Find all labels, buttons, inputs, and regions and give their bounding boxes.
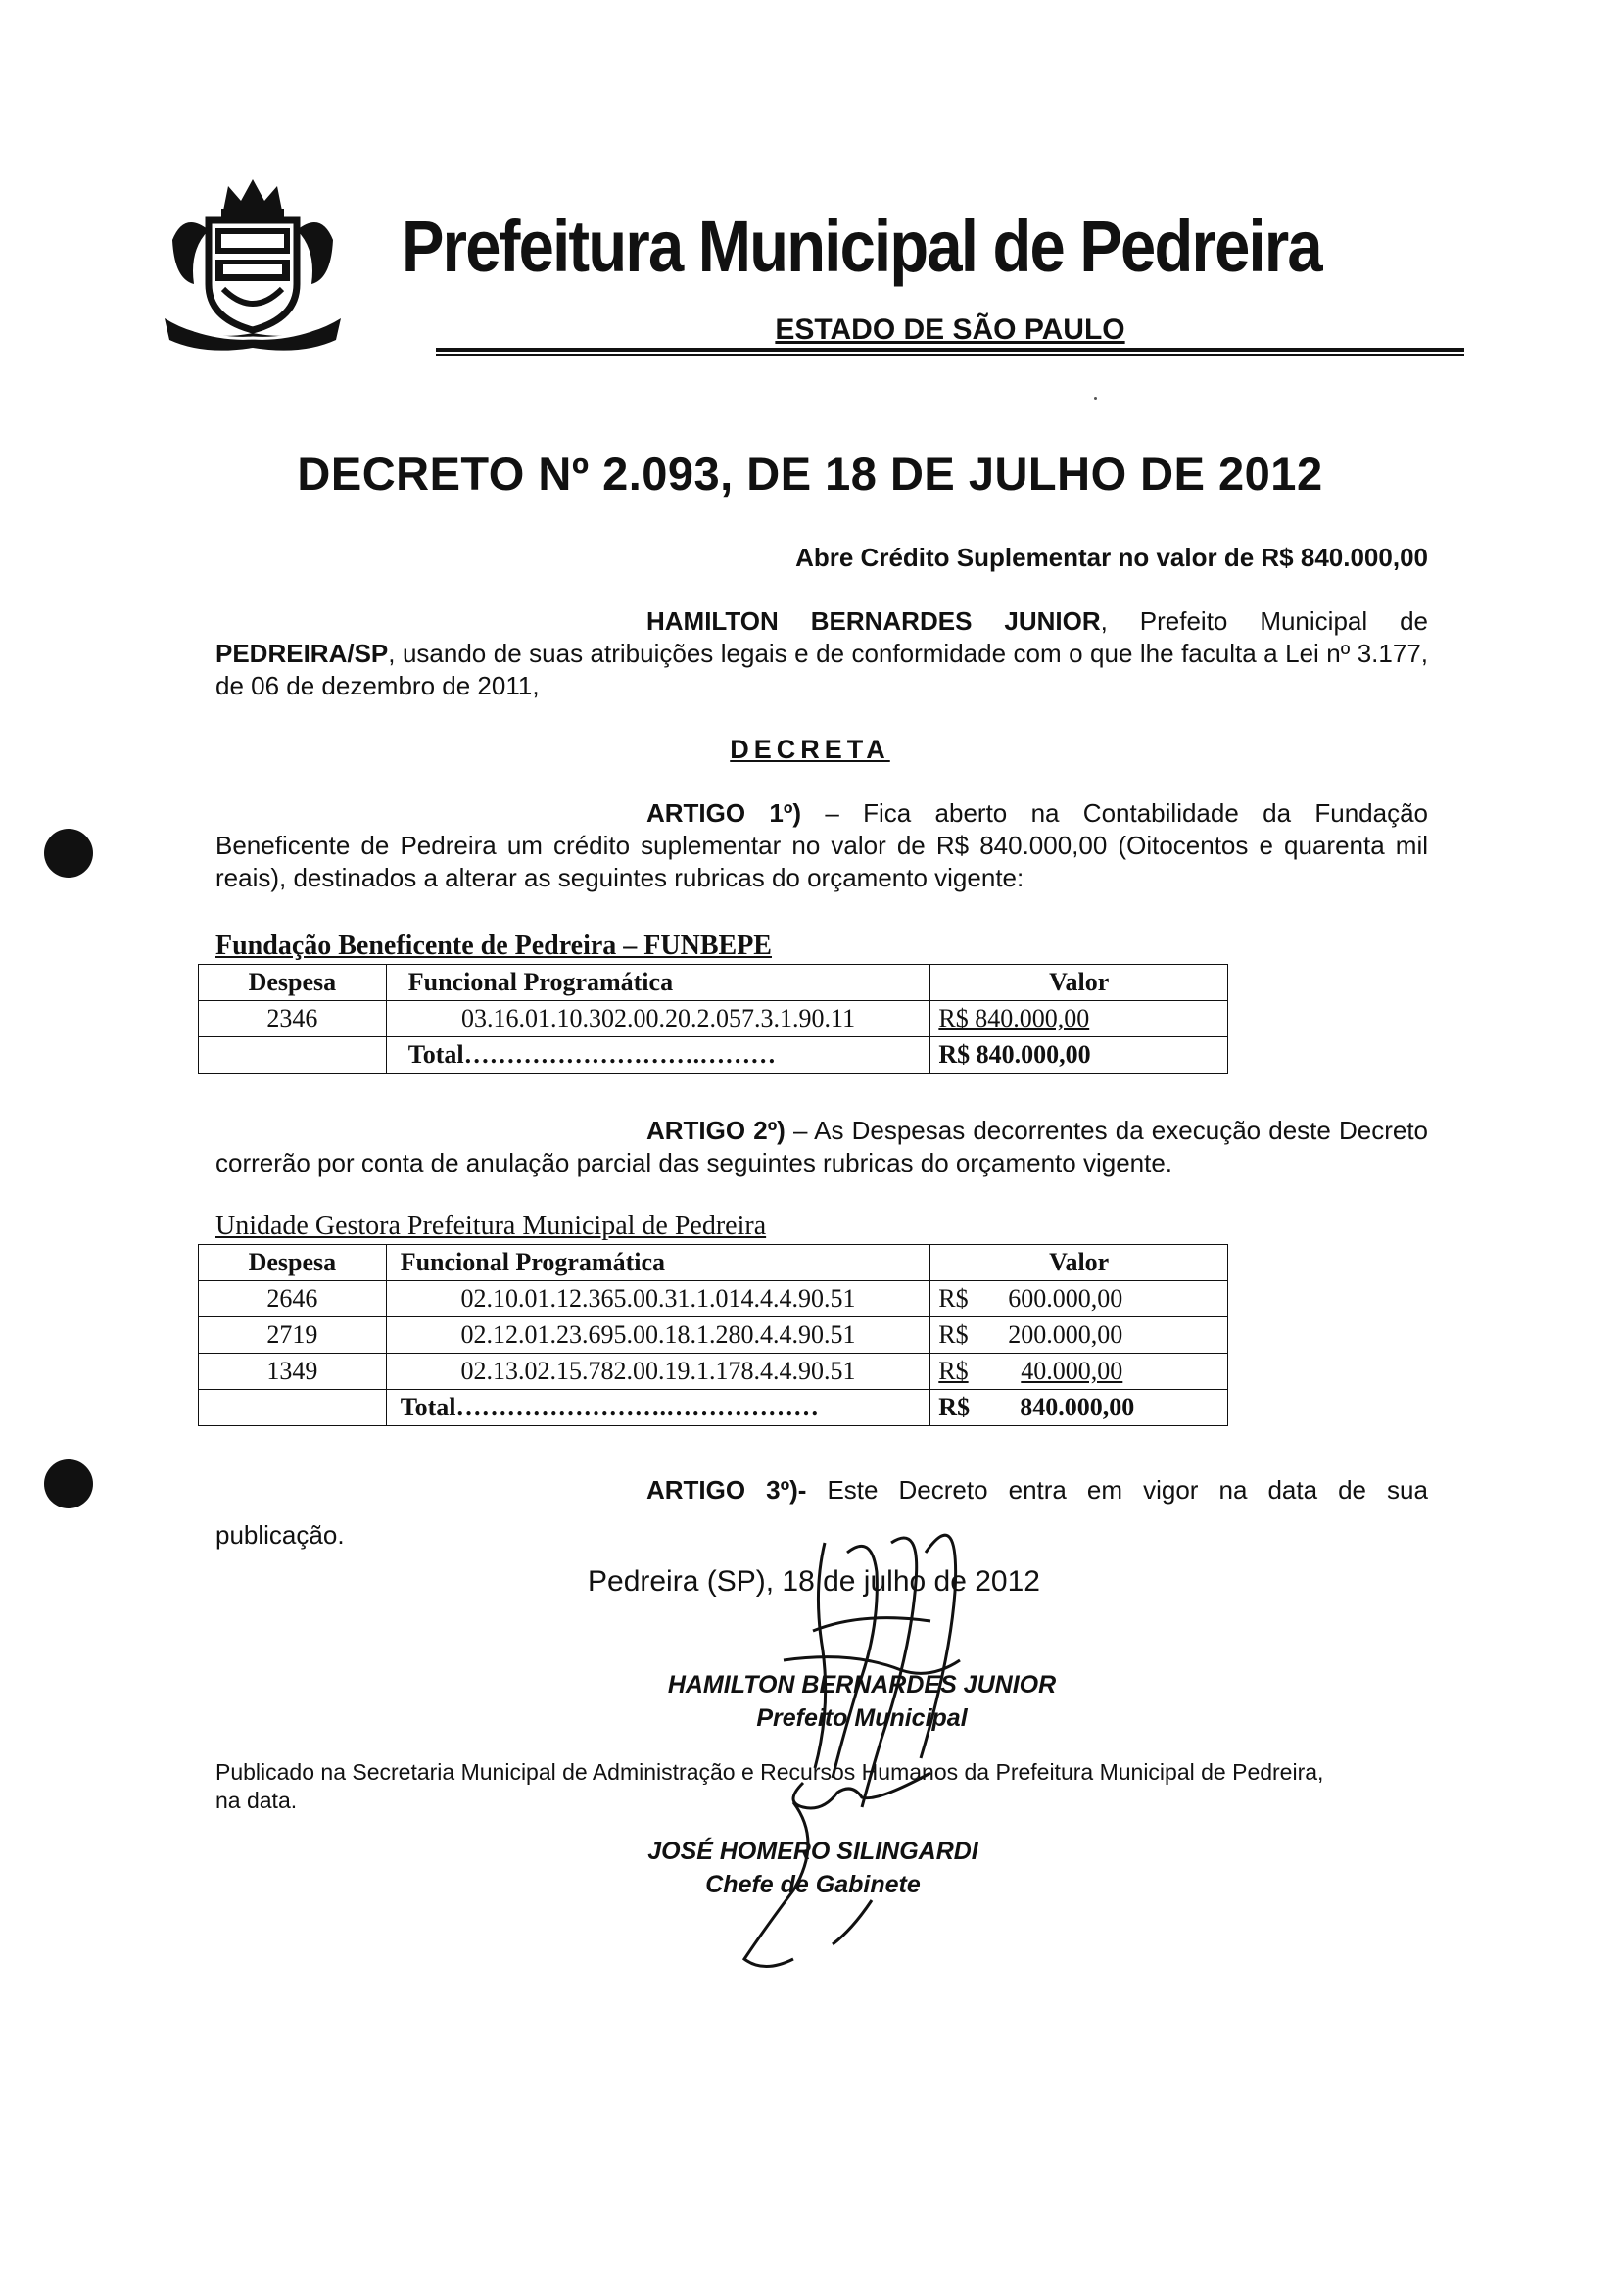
despesa-cell: 2719 <box>199 1317 387 1354</box>
article-3-label: ARTIGO 3º)- <box>646 1475 807 1505</box>
valor-amount: R$ 840.000,00 <box>938 1004 1090 1032</box>
header-valor: Valor <box>930 1245 1228 1281</box>
despesa-cell: 1349 <box>199 1354 387 1390</box>
signature-chief-of-staff <box>676 1763 940 1979</box>
valor-currency: R$ <box>938 1357 969 1385</box>
table-1 <box>198 964 1228 1074</box>
total-amount: 840.000,00 <box>1020 1393 1135 1421</box>
table-row <box>199 1317 1228 1354</box>
table-row <box>199 1354 1228 1390</box>
decreta-heading: DECRETA <box>730 735 890 764</box>
valor-currency: R$ <box>938 1284 969 1313</box>
header-funcional: Funcional Programática <box>386 965 930 1001</box>
empty-cell <box>199 1037 387 1074</box>
decree-summary: Abre Crédito Suplementar no valor de R$ 840.000,00 <box>795 543 1428 572</box>
total-value: R$ 840.000,00 <box>930 1037 1228 1074</box>
empty-cell <box>199 1390 387 1426</box>
header-rule-thin <box>436 354 1464 356</box>
total-value-cell <box>930 1390 1228 1426</box>
city-name: PEDREIRA/SP <box>215 639 389 668</box>
table-2 <box>198 1244 1228 1426</box>
signer-2-name: JOSÉ HOMERO SILINGARDI <box>647 1838 978 1865</box>
table-row <box>199 1001 1228 1037</box>
preamble-paragraph <box>215 605 1428 702</box>
mayor-name: HAMILTON BERNARDES JUNIOR <box>646 606 1101 636</box>
signer-2-title: Chefe de Gabinete <box>705 1871 921 1898</box>
table-1-caption: Fundação Beneficente de Pedreira – FUNBEPE <box>215 931 772 961</box>
article-2-text: – As Despesas decorrentes da execução deste Decreto correrão por conta de anulação parcial das seguintes rubricas do orçamento vigente. <box>215 1116 1429 1177</box>
valor-cell <box>930 1281 1228 1317</box>
total-label: Total……………………….……… <box>386 1037 930 1074</box>
table-row <box>199 1281 1228 1317</box>
article-1 <box>215 797 1428 894</box>
funcional-cell: 03.16.01.10.302.00.20.2.057.3.1.90.11 <box>386 1001 930 1037</box>
scan-speck <box>1094 397 1097 400</box>
despesa-cell: 2346 <box>199 1001 387 1037</box>
preamble-text-1: , Prefeito Municipal de <box>1100 606 1429 636</box>
valor-cell <box>930 1317 1228 1354</box>
valor-cell <box>930 1354 1228 1390</box>
table-total-row <box>199 1390 1228 1426</box>
coat-of-arms-icon <box>155 171 351 358</box>
funcional-cell: 02.12.01.23.695.00.18.1.280.4.4.90.51 <box>386 1317 930 1354</box>
header-despesa: Despesa <box>199 1245 387 1281</box>
signer-1-name: HAMILTON BERNARDES JUNIOR <box>667 1671 1057 1698</box>
valor-amount: 40.000,00 <box>1021 1357 1123 1385</box>
decree-title: DECRETO Nº 2.093, DE 18 DE JULHO DE 2012 <box>297 448 1323 500</box>
valor-amount: 200.000,00 <box>1008 1320 1123 1349</box>
header-valor: Valor <box>930 965 1228 1001</box>
signer-1-title: Prefeito Municipal <box>756 1704 968 1732</box>
article-2 <box>215 1115 1428 1179</box>
total-label: Total…………………….……………… <box>386 1390 930 1426</box>
punch-hole-mark <box>44 1459 93 1508</box>
article-1-text: – Fica aberto na Contabilidade da Fundação Beneficente de Pedreira um crédito suplementar no valor de R$ 840.000,00 (Oitocentos e quarenta mil reais), destinados a alterar as seguintes rubricas do orçamento vigente: <box>215 798 1428 892</box>
funcional-cell: 02.10.01.12.365.00.31.1.014.4.4.90.51 <box>386 1281 930 1317</box>
table-header-row <box>199 965 1228 1001</box>
preamble-text-2: , usando de suas atribuições legais e de conformidade com o que lhe faculta a Lei nº 3.177, de 06 de dezembro de 2011, <box>215 639 1428 700</box>
valor-currency: R$ <box>938 1320 969 1349</box>
article-3-text: Este Decreto entra em vigor na data de sua publicação. <box>215 1475 1428 1550</box>
place-date: Pedreira (SP), 18 de julho de 2012 <box>588 1565 1040 1598</box>
total-currency: R$ <box>938 1393 971 1421</box>
valor-cell <box>930 1001 1228 1037</box>
org-name: Prefeitura Municipal de Pedreira <box>402 206 1321 287</box>
funcional-cell: 02.13.02.15.782.00.19.1.178.4.4.90.51 <box>386 1354 930 1390</box>
table-2-caption: Unidade Gestora Prefeitura Municipal de Pedreira <box>215 1211 767 1241</box>
header-rule <box>436 348 1464 352</box>
header-despesa: Despesa <box>199 965 387 1001</box>
table-total-row <box>199 1037 1228 1074</box>
punch-hole-mark <box>44 829 93 878</box>
valor-amount: 600.000,00 <box>1008 1284 1123 1313</box>
article-1-label: ARTIGO 1º) <box>646 798 802 828</box>
header-funcional: Funcional Programática <box>386 1245 930 1281</box>
article-2-label: ARTIGO 2º) <box>646 1116 786 1145</box>
publication-note: Publicado na Secretaria Municipal de Administração e Recursos Humanos da Prefeitura Municipal de Pedreira, na data. <box>215 1759 1324 1813</box>
despesa-cell: 2646 <box>199 1281 387 1317</box>
table-header-row <box>199 1245 1228 1281</box>
org-state: ESTADO DE SÃO PAULO <box>775 313 1125 346</box>
